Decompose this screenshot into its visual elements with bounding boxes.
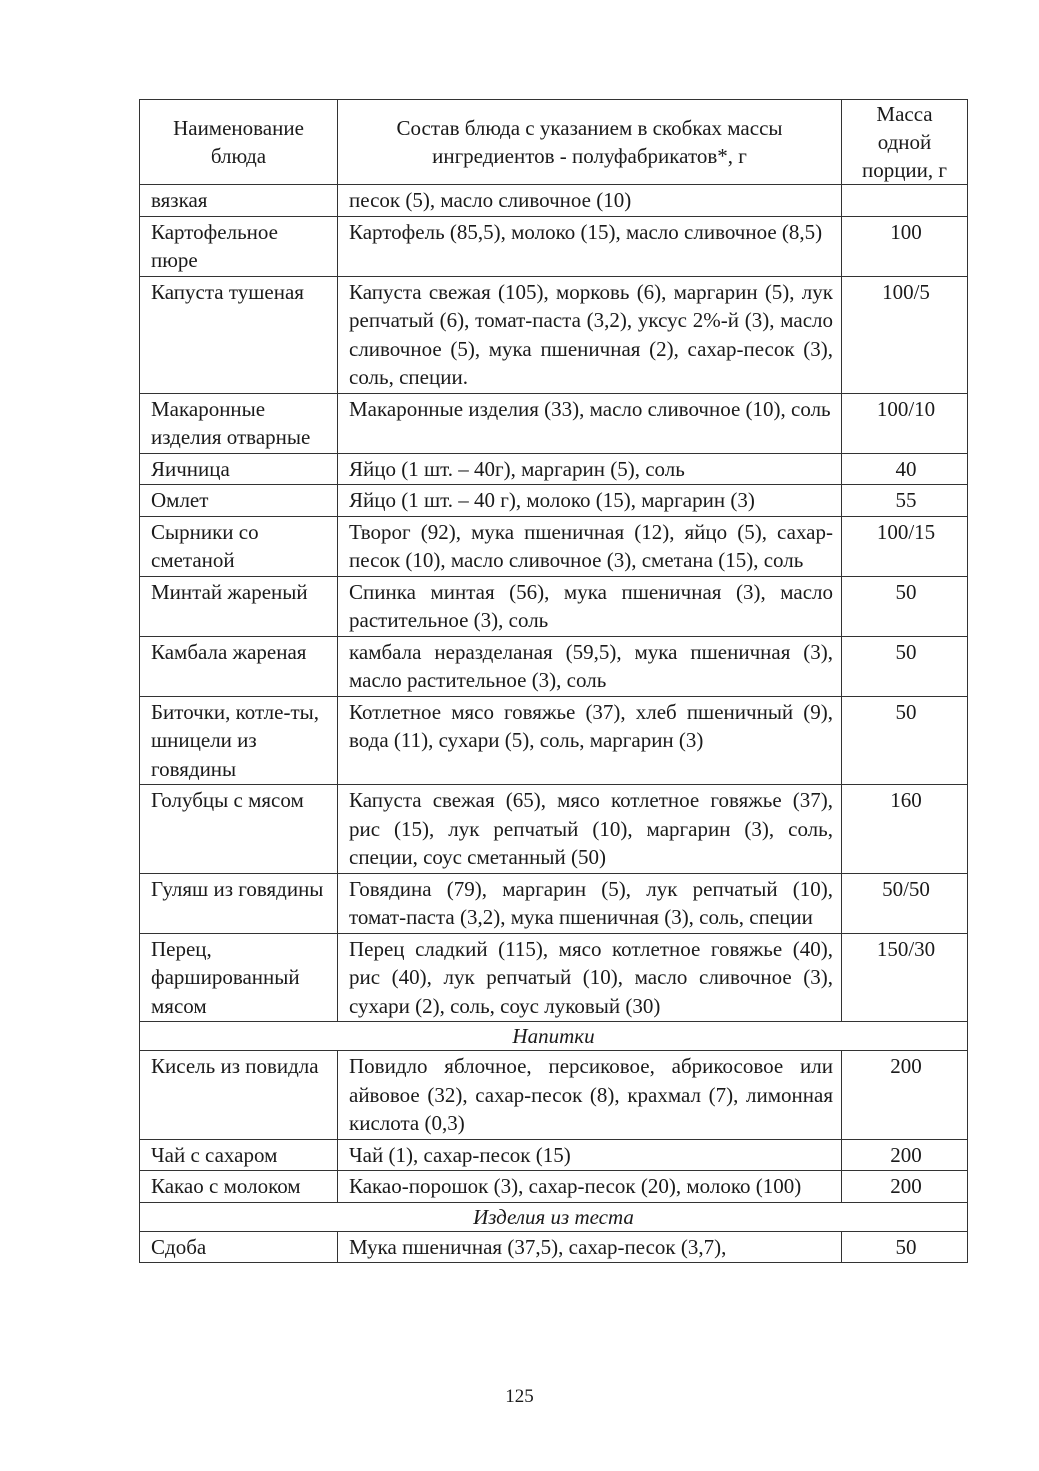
dish-mass: 50: [842, 576, 968, 636]
dish-name: вязкая: [140, 185, 338, 217]
dish-mass: 50: [842, 1231, 968, 1263]
dish-composition: Капуста свежая (105), морковь (6), маргарин (5), лук репчатый (6), томат-паста (3,2), уксус 2%-й (3), масло сливочное (5), мука пшеничная (2), сахар-песок (3), соль, специи.: [338, 276, 842, 393]
dish-mass: 50/50: [842, 873, 968, 933]
dish-name: Какао с молоком: [140, 1171, 338, 1203]
table-row: [140, 216, 968, 276]
dish-composition: Перец сладкий (115), мясо котлетное говяжье (40), рис (40), лук репчатый (10), масло сливочное (3), сухари (2), соль, соус луковый (30): [338, 933, 842, 1022]
dish-composition: Какао-порошок (3), сахар-песок (20), молоко (100): [338, 1171, 842, 1203]
dish-mass: 150/30: [842, 933, 968, 1022]
table-row: [140, 1051, 968, 1140]
table-row: [140, 185, 968, 217]
dish-composition: камбала неразделаная (59,5), мука пшеничная (3), масло растительное (3), соль: [338, 636, 842, 696]
table-row: [140, 873, 968, 933]
dish-composition: Макаронные изделия (33), масло сливочное (10), соль: [338, 393, 842, 453]
dish-composition: Капуста свежая (65), мясо котлетное говяжье (37), рис (15), лук репчатый (10), маргарин (3), соль, специи, соус сметанный (50): [338, 785, 842, 874]
table-row: [140, 785, 968, 874]
dish-mass: 100/15: [842, 516, 968, 576]
dish-name: Сдоба: [140, 1231, 338, 1263]
table-header-row: [140, 100, 968, 185]
dish-name: Омлет: [140, 485, 338, 517]
dish-name: Гуляш из говядины: [140, 873, 338, 933]
table-row: [140, 933, 968, 1022]
dish-name: Биточки, котле-ты, шницели из говядины: [140, 696, 338, 785]
dish-composition: Спинка минтая (56), мука пшеничная (3), масло растительное (3), соль: [338, 576, 842, 636]
table-row: [140, 576, 968, 636]
dish-name: Минтай жареный: [140, 576, 338, 636]
dish-mass: 100/5: [842, 276, 968, 393]
table-row: [140, 1171, 968, 1203]
dish-composition: Яйцо (1 шт. – 40 г), молоко (15), маргарин (3): [338, 485, 842, 517]
dish-mass: 50: [842, 636, 968, 696]
dish-composition: Повидло яблочное, персиковое, абрикосовое или айвовое (32), сахар-песок (8), крахмал (7), лимонная кислота (0,3): [338, 1051, 842, 1140]
table-row: [140, 636, 968, 696]
table-row: [140, 485, 968, 517]
dish-name: Камбала жареная: [140, 636, 338, 696]
dish-mass: 200: [842, 1051, 968, 1140]
dish-mass: 50: [842, 696, 968, 785]
section-title-drinks: Напитки: [140, 1022, 968, 1051]
dish-name: Картофельное пюре: [140, 216, 338, 276]
dish-name: Перец, фаршированный мясом: [140, 933, 338, 1022]
dish-composition: Картофель (85,5), молоко (15), масло сливочное (8,5): [338, 216, 842, 276]
section-row-dough: [140, 1202, 968, 1231]
dish-mass: 160: [842, 785, 968, 874]
dish-mass: 100: [842, 216, 968, 276]
dish-mass: 200: [842, 1139, 968, 1171]
header-name: Наименование блюда: [140, 100, 338, 185]
dish-mass: 200: [842, 1171, 968, 1203]
table-row: [140, 1139, 968, 1171]
dish-composition: песок (5), масло сливочное (10): [338, 185, 842, 217]
table-row: [140, 696, 968, 785]
dish-composition: Говядина (79), маргарин (5), лук репчатый (10), томат-паста (3,2), мука пшеничная (3), соль, специи: [338, 873, 842, 933]
table-row: [140, 276, 968, 393]
dish-name: Яичница: [140, 453, 338, 485]
dish-name: Макаронные изделия отварные: [140, 393, 338, 453]
table-row: [140, 1231, 968, 1263]
dish-name: Голубцы с мясом: [140, 785, 338, 874]
menu-table: [139, 99, 968, 1263]
dish-composition: Яйцо (1 шт. – 40г), маргарин (5), соль: [338, 453, 842, 485]
dish-composition: Мука пшеничная (37,5), сахар-песок (3,7),: [338, 1231, 842, 1263]
dish-mass: [842, 185, 968, 217]
dish-name: Кисель из повидла: [140, 1051, 338, 1140]
dish-name: Капуста тушеная: [140, 276, 338, 393]
dish-name: Чай с сахаром: [140, 1139, 338, 1171]
table-row: [140, 453, 968, 485]
dish-composition: Творог (92), мука пшеничная (12), яйцо (5), сахар-песок (10), масло сливочное (3), сметана (15), соль: [338, 516, 842, 576]
header-composition: Состав блюда с указанием в скобках массы ингредиентов - полуфабрикатов*, г: [338, 100, 842, 185]
dish-mass: 55: [842, 485, 968, 517]
dish-composition: Чай (1), сахар-песок (15): [338, 1139, 842, 1171]
dish-mass: 40: [842, 453, 968, 485]
table-row: [140, 516, 968, 576]
page-number: 125: [505, 1386, 534, 1407]
dish-name: Сырники со сметаной: [140, 516, 338, 576]
header-mass: Масса одной порции, г: [842, 100, 968, 185]
dish-composition: Котлетное мясо говяжье (37), хлеб пшеничный (9), вода (11), сухари (5), соль, маргарин (3): [338, 696, 842, 785]
section-title-dough: Изделия из теста: [140, 1202, 968, 1231]
section-row-drinks: [140, 1022, 968, 1051]
dish-mass: 100/10: [842, 393, 968, 453]
table-row: [140, 393, 968, 453]
